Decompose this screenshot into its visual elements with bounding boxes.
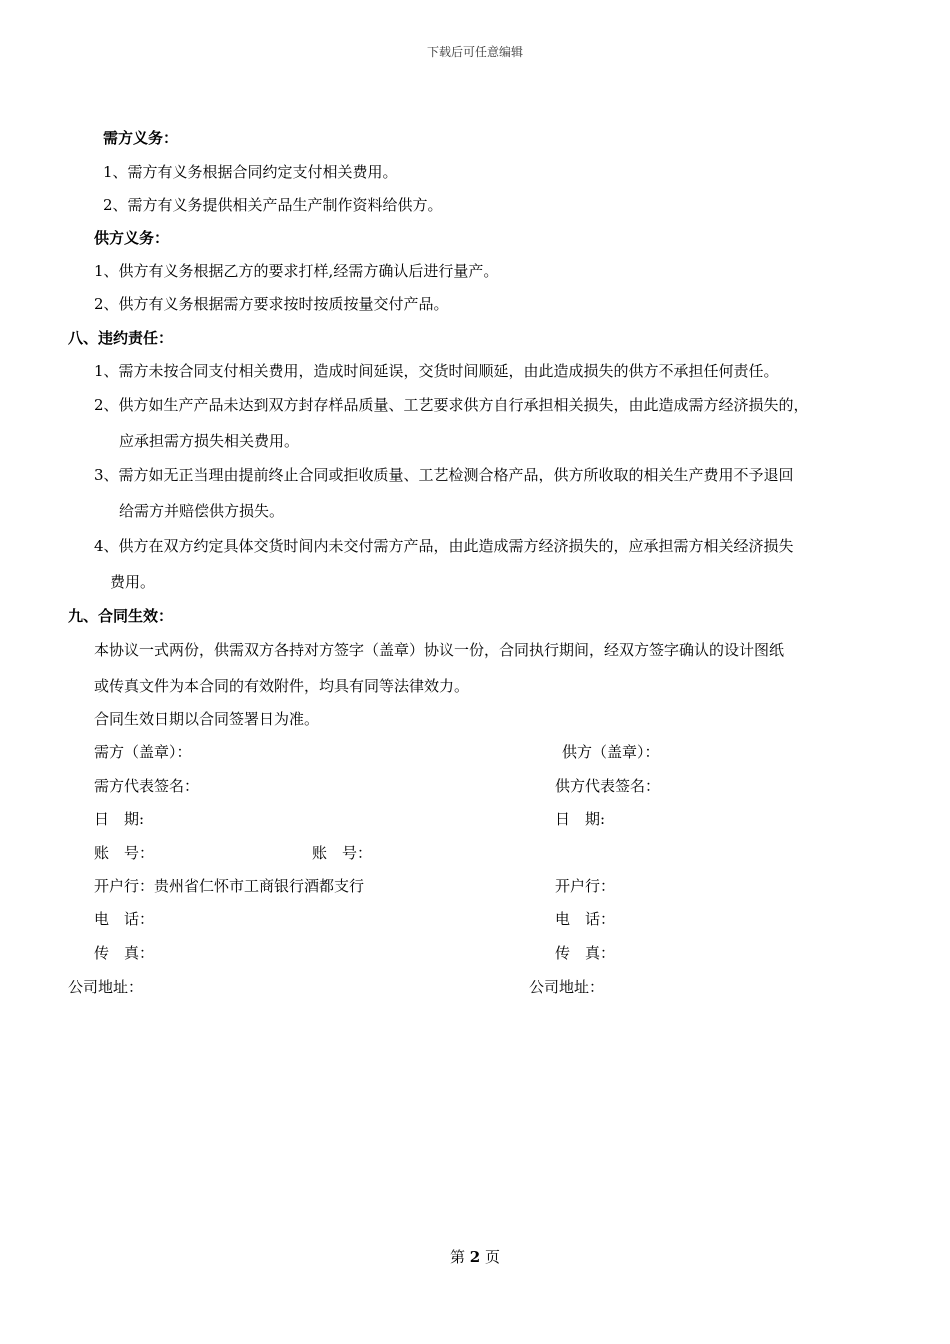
- bank-label-left: 开户行：贵州省仁怀市工商银行酒都支行: [94, 877, 365, 895]
- breach-item-2-cont: 应承担需方损失相关费用。: [119, 432, 300, 450]
- fax-label-right: 传 真：: [555, 944, 616, 962]
- supplier-rep-label: 供方代表签名：: [555, 777, 661, 795]
- effect-paragraph-2: 合同生效日期以合同签署日为准。: [94, 710, 320, 728]
- supplier-duty-2: 2、供方有义务根据需方要求按时按质按量交付产品。: [94, 295, 449, 313]
- breach-item-3-cont: 给需方并赔偿供方损失。: [119, 502, 285, 520]
- effect-paragraph-1: 本协议一式两份，供需双方各持对方签字（盖章）协议一份，合同执行期间，经双方签字确认的设计图纸: [94, 641, 785, 659]
- bank-label-right: 开户行：: [555, 877, 616, 895]
- buyer-seal-label: 需方（盖章）：: [94, 743, 192, 761]
- date-label-left: 日 期:: [94, 810, 145, 828]
- page-number: [0, 1246, 950, 1267]
- fax-label-left: 传 真：: [94, 944, 155, 962]
- phone-label-right: 电 话：: [555, 910, 616, 928]
- address-label-right: 公司地址：: [529, 978, 605, 996]
- page-number-value: 2: [469, 1248, 481, 1266]
- effect-title: 九、合同生效：: [68, 607, 174, 625]
- breach-item-4-cont: 费用。: [110, 573, 156, 591]
- breach-title: 八、违约责任：: [68, 329, 174, 347]
- phone-label-left: 电 话：: [94, 910, 155, 928]
- account-label-mid: 账 号：: [312, 844, 373, 862]
- breach-item-3: 3、需方如无正当理由提前终止合同或拒收质量、工艺检测合格产品，供方所收取的相关生产费用不予退回: [94, 466, 794, 484]
- breach-item-2: 2、供方如生产产品未达到双方封存样品质量、工艺要求供方自行承担相关损失，由此造成需方经济损失的，: [94, 396, 809, 414]
- effect-paragraph-1-cont: 或传真文件为本合同的有效附件，均具有同等法律效力。: [94, 677, 470, 695]
- buyer-rep-label: 需方代表签名：: [94, 777, 200, 795]
- buyer-duty-1: 1、需方有义务根据合同约定支付相关费用。: [103, 163, 398, 181]
- buyer-duty-2: 2、需方有义务提供相关产品生产制作资料给供方。: [103, 196, 443, 214]
- supplier-seal-label: 供方（盖章）：: [562, 743, 660, 761]
- account-label-left: 账 号：: [94, 844, 155, 862]
- date-label-right: 日 期:: [555, 810, 606, 828]
- supplier-duty-1: 1、供方有义务根据乙方的要求打样,经需方确认后进行量产。: [94, 262, 499, 280]
- address-label-left: 公司地址：: [68, 978, 144, 996]
- breach-item-1: 1、需方未按合同支付相关费用，造成时间延误，交货时间顺延，由此造成损失的供方不承担任何责任。: [94, 362, 779, 380]
- supplier-duties-title: 供方义务：: [94, 229, 170, 247]
- buyer-duties-title: 需方义务：: [103, 129, 179, 147]
- page-header: 下载后可任意编辑: [426, 45, 523, 59]
- page-number-suffix: 页: [485, 1248, 501, 1266]
- page-number-prefix: 第: [449, 1248, 465, 1266]
- breach-item-4: 4、供方在双方约定具体交货时间内未交付需方产品，由此造成需方经济损失的，应承担需方相关经济损失: [94, 537, 794, 555]
